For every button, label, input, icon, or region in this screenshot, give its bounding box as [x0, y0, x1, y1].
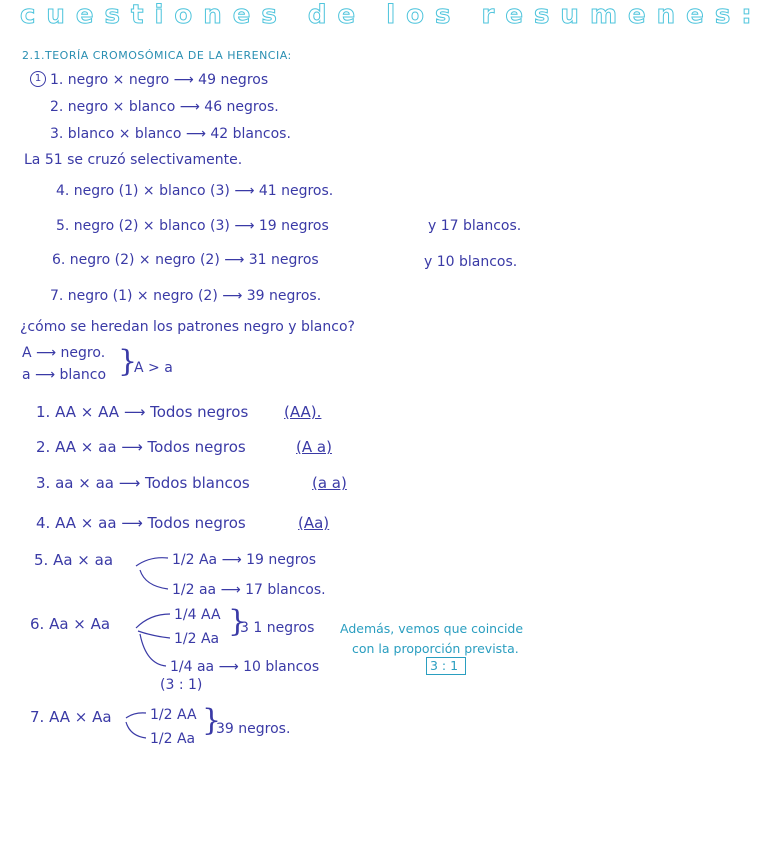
brace-genotype-7: }	[202, 703, 222, 738]
genotype-5-branch-1: 1/2 Aa ⟶ 19 negros	[172, 552, 317, 568]
genotype-5: 5. Aa × aa	[34, 551, 114, 569]
genotype-6-result: 3 1 negros	[240, 620, 315, 636]
note-line-1: Además, vemos que coincide	[340, 621, 524, 636]
cross-6: 6. negro (2) × negro (2) ⟶ 31 negros	[52, 252, 319, 268]
genotype-7-branch-2: 1/2 Aa	[150, 731, 196, 747]
section-heading: 2.1.TEORÍA CROMOSÓMICA DE LA HERENCIA:	[22, 49, 292, 62]
question: ¿cómo se heredan los patrones negro y blanco?	[20, 319, 355, 335]
genotype-3: 3. aa × aa ⟶ Todos blancos	[36, 474, 250, 492]
genotype-3-result: (a a)	[312, 474, 347, 492]
genotype-1-result: (AA).	[284, 403, 322, 421]
genotype-6-ratio: (3 : 1)	[160, 677, 203, 693]
branch-arrow-6a	[136, 614, 170, 628]
branch-arrow-5a	[136, 558, 168, 566]
genotype-7-branch-1: 1/2 AA	[150, 707, 197, 723]
genotype-6: 6. Aa × Aa	[30, 615, 111, 633]
note-line-2: con la proporción prevista.	[352, 641, 519, 656]
genotype-2: 2. AA × aa ⟶ Todos negros	[36, 438, 246, 456]
allele-recessive: a ⟶ blanco	[22, 367, 107, 383]
cross-7: 7. negro (1) × negro (2) ⟶ 39 negros.	[50, 288, 322, 304]
branch-arrow-6c	[140, 634, 166, 666]
cross-5-extra: y 17 blancos.	[428, 218, 522, 234]
cross-1: 1. negro × negro ⟶ 49 negros	[50, 72, 269, 88]
genotype-6-branch-1: 1/4 AA	[174, 607, 221, 623]
branch-arrow-6b	[138, 631, 170, 638]
brace-genotype-6: }	[228, 604, 248, 639]
cross-5: 5. negro (2) × blanco (3) ⟶ 19 negros	[56, 218, 329, 234]
genotype-7: 7. AA × Aa	[30, 708, 112, 726]
genotype-4-result: (Aa)	[298, 514, 330, 532]
cross-4: 4. negro (1) × blanco (3) ⟶ 41 negros.	[56, 183, 334, 199]
cross-3: 3. blanco × blanco ⟶ 42 blancos.	[50, 126, 291, 142]
branch-arrow-7b	[126, 722, 146, 738]
dominance-relation: A > a	[134, 360, 173, 376]
cross-6-extra: y 10 blancos.	[424, 254, 518, 270]
cross-2: 2. negro × blanco ⟶ 46 negros.	[50, 99, 279, 115]
genotype-6-branch-2: 1/2 Aa	[174, 631, 220, 647]
branch-arrow-5b	[140, 570, 168, 589]
genotype-2-result: (A a)	[296, 438, 332, 456]
item-marker: 1	[30, 71, 46, 87]
genotype-1: 1. AA × AA ⟶ Todos negros	[36, 403, 249, 421]
branch-arrow-7a	[126, 713, 146, 718]
genotype-7-result: 39 negros.	[216, 721, 291, 737]
brace-alleles: }	[118, 344, 138, 379]
genotype-6-branch-3: 1/4 aa ⟶ 10 blancos	[170, 659, 320, 675]
note-ratio: 3 : 1	[430, 658, 459, 673]
page-title: cuestiones de los resumenes:	[20, 0, 763, 30]
genotype-5-branch-2: 1/2 aa ⟶ 17 blancos.	[172, 582, 326, 598]
allele-dominant: A ⟶ negro.	[22, 345, 106, 361]
genotype-4: 4. AA × aa ⟶ Todos negros	[36, 514, 246, 532]
selective-note: La 51 se cruzó selectivamente.	[24, 152, 243, 168]
